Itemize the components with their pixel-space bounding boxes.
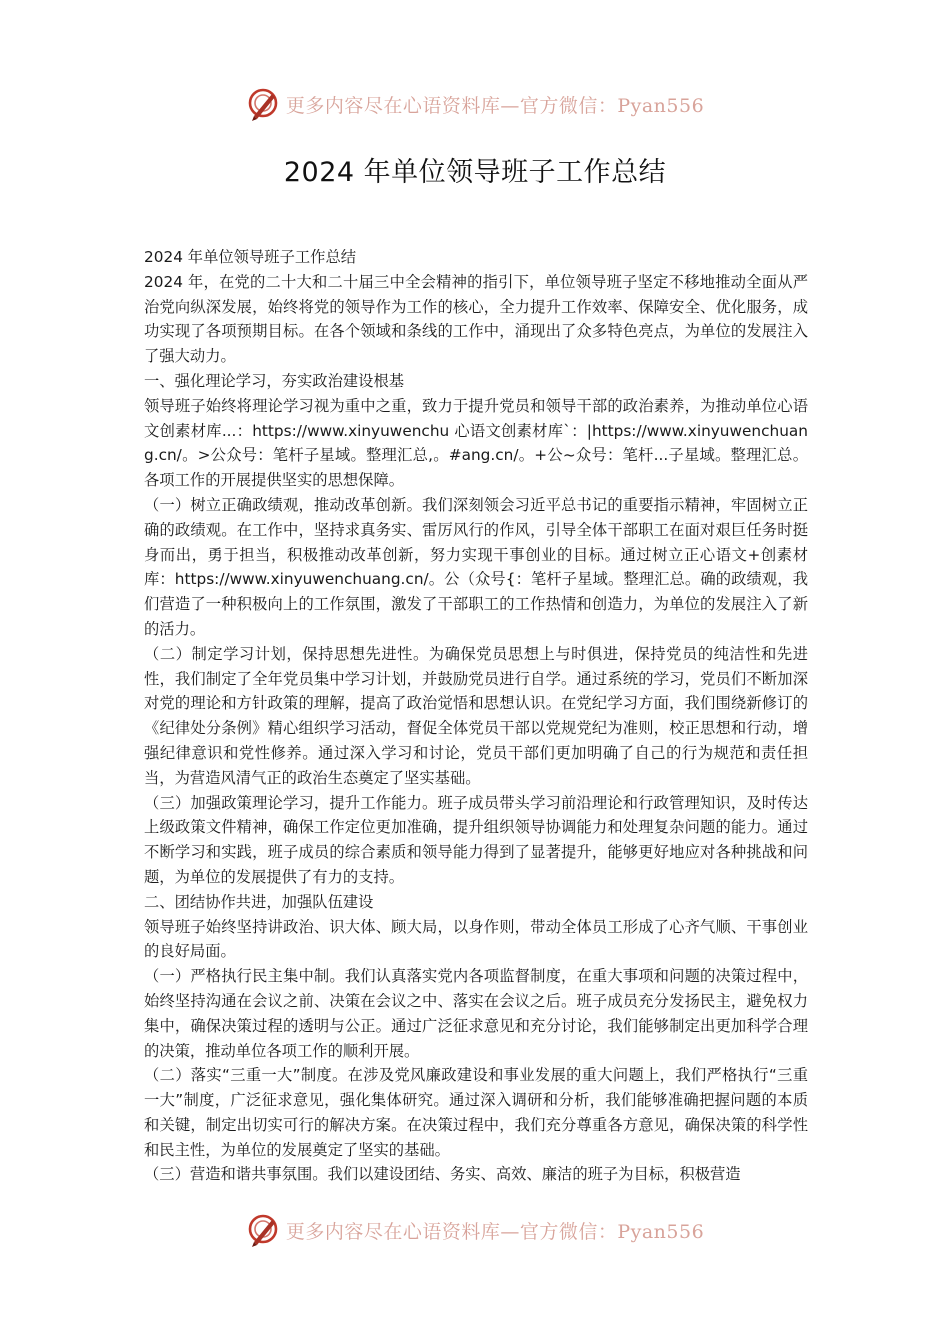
section-heading: 二、团结协作共进，加强队伍建设: [144, 892, 374, 911]
header-banner: [0, 84, 950, 124]
paragraph: （二）制定学习计划，保持思想先进性。为确保党员思想上与时俱进，保持党员的纯洁性和先进性，我们制定了全年党员集中学习计划，并鼓励党员进行自学。通过系统的学习，党员们不断加深对党的理论和方针政策的理解，提高了政治觉悟和思想认识。在党纪学习方面，我们围绕新修订的《纪律处分条例》精心组织学习活动，督促全体党员干部以党规党纪为准则，校正思想和行动，增强纪律意识和党性修养。通过深入学习和讨论，党员干部们更加明确了自己的行为规范和责任担当，为营造风清气正的政治生态奠定了坚实基础。: [144, 644, 808, 787]
section-heading: 一、强化理论学习，夯实政治建设根基: [144, 371, 405, 390]
banner-text: 更多内容尽在心语资料库—官方微信：Pyan556: [285, 1220, 705, 1243]
paragraph: （三）营造和谐共事氛围。我们以建设团结、务实、高效、廉洁的班子为目标，积极营造: [144, 1165, 741, 1184]
footer-banner: [0, 1210, 950, 1250]
paragraph: （二）落实“三重一大”制度。在涉及党风廉政建设和事业发展的重大问题上，我们严格执行“三重一大”制度，广泛征求意见，强化集体研究。通过深入调研和分析，我们能够准确把握问题的本质和关键，制定出切实可行的解决方案。在决策过程中，我们充分尊重各方意见，确保决策的科学性和民主性，为单位的发展奠定了坚实的基础。: [144, 1066, 808, 1159]
paragraph: 领导班子始终将理论学习视为重中之重，致力于提升党员和领导干部的政治素养，为推动单位心语文创素材库...：https://www.xinyuwenchu 心语文创素材库`：|https://www.xinyuwenchuang.cn/。>公众号：笔杆子星域。整理汇总,。#ang.cn/。+公~众号：笔杆...子星域。整理汇总。各项工作的开展提供坚实的思想保障。: [144, 396, 808, 490]
document-body: [144, 245, 808, 1187]
paragraph: （一）严格执行民主集中制。我们认真落实党内各项监督制度，在重大事项和问题的决策过程中，始终坚持沟通在会议之前、决策在会议之中、落实在会议之后。班子成员充分发扬民主，避免权力集中，确保决策过程的透明与公正。通过广泛征求意见和充分讨论，我们能够制定出更加科学合理的决策，推动单位各项工作的顺利开展。: [144, 967, 808, 1060]
pen-logo-icon: [246, 1212, 282, 1248]
paragraph: （一）树立正确政绩观，推动改革创新。我们深刻领会习近平总书记的重要指示精神，牢固树立正确的政绩观。在工作中，坚持求真务实、雷厉风行的作风，引导全体干部职工在面对艰巨任务时挺身而出，勇于担当，积极推动改革创新，努力实现干事创业的目标。通过树立正心语文+创素材库：https://www.xinyuwenchuang.cn/。公（众号{：笔杆子星域。整理汇总。确的政绩观，我们营造了一种积极向上的工作氛围，激发了干部职工的工作热情和创造力，为单位的发展注入了新的活力。: [144, 495, 808, 638]
paragraph: 2024 年单位领导班子工作总结: [144, 248, 357, 266]
paragraph: （三）加强政策理论学习，提升工作能力。班子成员带头学习前沿理论和行政管理知识，及时传达上级政策文件精神，确保工作定位更加准确，提升组织领导协调能力和处理复杂问题的能力。通过不断学习和实践，班子成员的综合素质和领导能力得到了显著提升，能够更好地应对各种挑战和问题，为单位的发展提供了有力的支持。: [144, 793, 808, 886]
document-title: 2024 年单位领导班子工作总结: [283, 157, 667, 188]
pen-logo-icon: [246, 86, 282, 122]
banner-text: 更多内容尽在心语资料库—官方微信：Pyan556: [285, 94, 705, 117]
paragraph: 2024 年，在党的二十大和二十届三中全会精神的指引下，单位领导班子坚定不移地推动全面从严治党向纵深发展，始终将党的领导作为工作的核心，全力提升工作效率、保障安全、优化服务，成功实现了各项预期目标。在各个领域和条线的工作中，涌现出了众多特色亮点，为单位的发展注入了强大动力。: [144, 272, 808, 366]
paragraph: 领导班子始终坚持讲政治、识大体、顾大局，以身作则，带动全体员工形成了心齐气顺、干事创业的良好局面。: [144, 917, 808, 961]
